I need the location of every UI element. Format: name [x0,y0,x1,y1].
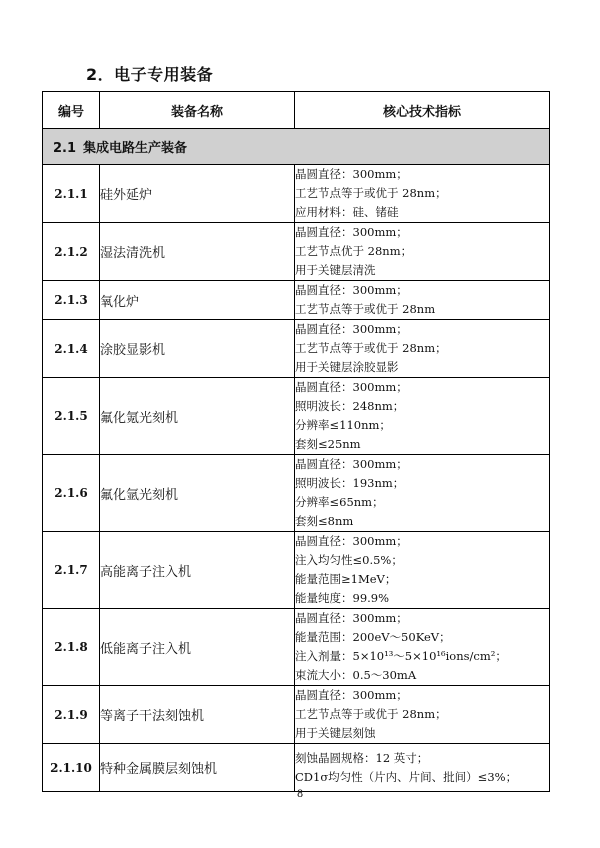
spec-line: 晶圆直径：300mm； [295,167,408,181]
section-row [43,129,550,165]
core-specs [295,165,550,223]
table-row [43,686,550,744]
core-specs [295,223,550,281]
spec-line: 晶圆直径：300mm； [295,688,408,702]
spec-line: 照明波长：248nm； [295,399,405,413]
page-number: 8 [296,789,304,800]
spec-line: 晶圆直径：300mm； [295,380,408,394]
equipment-name: 高能离子注入机 [100,532,295,609]
core-specs [295,609,550,686]
spec-line: 照明波长：193nm； [295,476,405,490]
spec-line: 工艺节点优于 28nm； [295,244,413,258]
spec-line: 分辨率≤65nm； [295,495,384,509]
section-title: 集成电路生产装备 [83,141,188,156]
equipment-name: 特种金属膜层刻蚀机 [100,744,295,792]
equipment-name: 涂胶显影机 [100,320,295,378]
row-number: 2.1.4 [43,320,100,378]
spec-line: CD1σ均匀性（片内、片间、批间）≤3%； [295,769,518,784]
spec-line: 分辨率≤110nm； [295,418,391,432]
core-specs [295,532,550,609]
spec-line: 套刻≤8nm [295,514,354,528]
column-header-equipment-name: 装备名称 [100,92,295,129]
equipment-spec-table [42,91,550,792]
spec-line: 用于关键层刻蚀 [295,726,376,740]
spec-line: 工艺节点等于或优于 28nm； [295,707,447,721]
spec-line: 工艺节点等于或优于 28nm； [295,186,447,200]
equipment-name: 等离子干法刻蚀机 [100,686,295,744]
row-number: 2.1.10 [43,744,100,792]
row-number: 2.1.5 [43,378,100,455]
spec-line: 能量范围≥1MeV； [295,572,397,586]
row-number: 2.1.6 [43,455,100,532]
spec-line: 晶圆直径：300mm； [295,322,408,336]
row-number: 2.1.3 [43,281,100,320]
spec-line: 注入剂量：5×10¹³～5×10¹⁶ions/cm²； [295,649,507,663]
core-specs [295,378,550,455]
table-row [43,165,550,223]
spec-line: 工艺节点等于或优于 28nm； [295,341,447,355]
core-specs [295,455,550,532]
spec-line: 应用材料：硅、锗硅 [295,205,399,219]
row-number: 2.1.2 [43,223,100,281]
equipment-name: 湿法清洗机 [100,223,295,281]
spec-line: 晶圆直径：300mm； [295,457,408,471]
column-header-number: 编号 [43,92,100,129]
spec-line: 用于关键层涂胶显影 [295,360,399,374]
table-row [43,320,550,378]
spec-line: 束流大小：0.5～30mA [295,668,417,682]
row-number: 2.1.7 [43,532,100,609]
row-number: 2.1.9 [43,686,100,744]
column-header-core-specs: 核心技术指标 [295,92,550,129]
table-row [43,281,550,320]
core-specs [295,320,550,378]
core-specs [295,281,550,320]
row-number: 2.1.1 [43,165,100,223]
equipment-name: 氧化炉 [100,281,295,320]
spec-line: 晶圆直径：300mm； [295,225,408,239]
table-row [43,223,550,281]
section-heading: 2．电子专用装备 [86,65,214,84]
spec-line: 注入均匀性≤0.5%； [295,553,403,567]
spec-line: 刻蚀晶圆规格：12 英寸； [295,750,429,765]
table-row [43,609,550,686]
section-number: 2.1 [53,141,77,156]
spec-line: 晶圆直径：300mm； [295,283,408,297]
spec-line: 晶圆直径：300mm； [295,534,408,548]
table-row [43,378,550,455]
spec-line: 套刻≤25nm [295,437,361,451]
equipment-name: 氟化氪光刻机 [100,378,295,455]
table-row [43,455,550,532]
core-specs [295,686,550,744]
table-row [43,744,550,792]
equipment-name: 低能离子注入机 [100,609,295,686]
core-specs [295,744,550,792]
spec-line: 能量范围：200eV～50KeV； [295,630,451,644]
spec-line: 工艺节点等于或优于 28nm [295,302,436,316]
equipment-name: 氟化氩光刻机 [100,455,295,532]
row-number: 2.1.8 [43,609,100,686]
spec-line: 用于关键层清洗 [295,263,376,277]
spec-line: 晶圆直径：300mm； [295,611,408,625]
equipment-name: 硅外延炉 [100,165,295,223]
spec-line: 能量纯度：99.9% [295,591,390,605]
table-row [43,532,550,609]
